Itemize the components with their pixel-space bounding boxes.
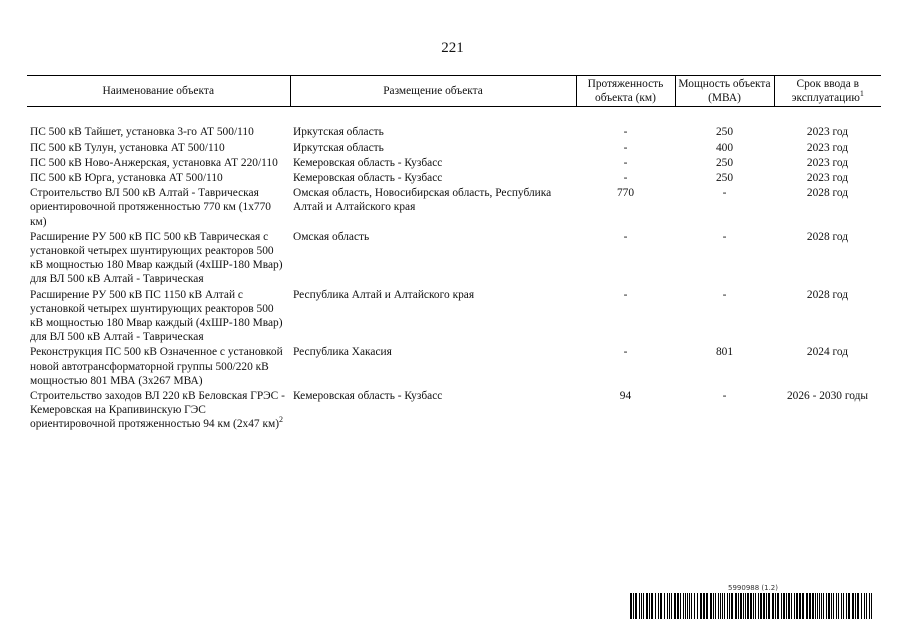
barcode-bar xyxy=(729,593,730,619)
barcode-bar xyxy=(833,593,834,619)
barcode-bar xyxy=(788,593,790,619)
barcode-bar xyxy=(667,593,668,619)
table-row xyxy=(27,230,881,288)
barcode-bar xyxy=(740,593,742,619)
cell-placement xyxy=(290,156,576,171)
barcode-bar xyxy=(671,593,672,619)
barcode-bar xyxy=(846,593,847,619)
cell-power xyxy=(675,345,774,389)
barcode-bar xyxy=(806,593,808,619)
barcode-bar xyxy=(674,593,676,619)
cell-placement xyxy=(290,171,576,186)
cell-length xyxy=(576,171,675,186)
cell-term-text: 2023 год xyxy=(806,172,849,185)
cell-placement-text: Омская область xyxy=(293,230,370,243)
barcode-bar xyxy=(722,593,723,619)
barcode-bar xyxy=(639,593,640,619)
barcode-bar xyxy=(791,593,792,619)
barcode-bar xyxy=(718,593,719,619)
barcode-bar xyxy=(864,593,865,619)
barcode-bar xyxy=(815,593,816,619)
barcode-bar xyxy=(866,593,867,619)
barcode-bar xyxy=(689,593,690,619)
barcode-bar xyxy=(694,593,695,619)
barcode-bar xyxy=(823,593,824,619)
barcode-bar xyxy=(743,593,744,619)
barcode-bar xyxy=(855,593,856,619)
objects-table xyxy=(27,75,881,433)
cell-power xyxy=(675,288,774,346)
cell-term xyxy=(774,141,881,156)
cell-length-text: - xyxy=(623,230,628,243)
cell-name-footnote: 2 xyxy=(279,415,283,425)
cell-name-text: ПС 500 кВ Тулун, установка АТ 500/110 xyxy=(30,141,225,154)
barcode-bar xyxy=(710,593,712,619)
barcode-bar xyxy=(838,593,839,619)
cell-placement-text: Иркутская область xyxy=(293,141,384,154)
cell-power-text: 250 xyxy=(715,156,734,169)
cell-power xyxy=(675,156,774,171)
cell-length-text: 770 xyxy=(616,187,635,200)
cell-placement-text: Иркутская область xyxy=(293,126,384,139)
cell-length-text: - xyxy=(623,141,628,154)
cell-length-text: - xyxy=(623,156,628,169)
cell-placement xyxy=(290,141,576,156)
cell-term xyxy=(774,288,881,346)
cell-term-text: 2028 год xyxy=(806,230,849,243)
barcode-bar xyxy=(802,593,804,619)
cell-term-text: 2023 год xyxy=(806,156,849,169)
barcode-bar xyxy=(715,593,716,619)
barcode-bar xyxy=(826,593,827,619)
barcode-bar xyxy=(649,593,650,619)
table-row xyxy=(27,345,881,389)
cell-power-text: - xyxy=(722,230,727,243)
cell-name xyxy=(27,186,290,230)
barcode-bar xyxy=(828,593,830,619)
cell-term xyxy=(774,171,881,186)
cell-term xyxy=(774,156,881,171)
cell-name-text: ПС 500 кВ Ново-Анжерская, установка АТ 220/110 xyxy=(30,156,278,169)
cell-name-text: ПС 500 кВ Юрга, установка АТ 500/110 xyxy=(30,172,223,185)
barcode-bar xyxy=(720,593,721,619)
cell-length xyxy=(576,345,675,389)
barcode-bar xyxy=(753,593,754,619)
barcode-bar xyxy=(651,593,653,619)
cell-name-text: ПС 500 кВ Тайшет, установка 3-го АТ 500/110 xyxy=(30,126,254,139)
barcode-bar xyxy=(772,593,774,619)
cell-power-text: - xyxy=(722,187,727,200)
header-power: Мощность объекта (МВА) xyxy=(675,76,774,107)
barcode-bar xyxy=(760,593,762,619)
barcode-bar xyxy=(777,593,779,619)
barcode-bar xyxy=(796,593,798,619)
barcode-bar xyxy=(775,593,776,619)
cell-name-text: Реконструкция ПС 500 кВ Означенное с установкой новой автотрансформаторной группы 500/220 кВ мощностью 801 МВА (3х267 МВА) xyxy=(30,346,283,387)
barcode-bar xyxy=(819,593,820,619)
cell-power-text: 250 xyxy=(715,172,734,185)
cell-placement xyxy=(290,389,576,433)
table-row xyxy=(27,171,881,186)
barcode-bar xyxy=(758,593,759,619)
page-number: 221 xyxy=(441,40,464,56)
cell-placement xyxy=(290,345,576,389)
barcode-bar xyxy=(635,593,637,619)
barcode-bar xyxy=(755,593,756,619)
barcode-bar xyxy=(735,593,737,619)
barcode-bar xyxy=(799,593,801,619)
cell-term xyxy=(774,230,881,288)
cell-length-text: - xyxy=(623,172,628,185)
header-term-label: Срок ввода в эксплуатацию xyxy=(791,78,860,105)
table-row xyxy=(27,141,881,156)
cell-term-text: 2028 год xyxy=(806,187,849,200)
cell-name-text: Расширение РУ 500 кВ ПС 500 кВ Таврическая с установкой четырех шунтирующих реакторов 500 кВ мощностью 180 Мвар каждый (4хШР-180 Мвар) для ВЛ 500 кВ Алтай - Таврическая xyxy=(30,230,283,286)
cell-power-text: 400 xyxy=(715,141,734,154)
cell-placement xyxy=(290,186,576,230)
cell-term-text: 2023 год xyxy=(806,141,849,154)
cell-placement-text: Кемеровская область - Кузбасс xyxy=(293,390,443,403)
table-row xyxy=(27,186,881,230)
barcode-bar xyxy=(831,593,832,619)
cell-length-text: - xyxy=(623,346,628,359)
barcode-bar xyxy=(768,593,770,619)
header-length: Протяженность объекта (км) xyxy=(576,76,675,107)
barcode-bar xyxy=(641,593,642,619)
cell-term-text: 2023 год xyxy=(806,126,849,139)
cell-placement xyxy=(290,288,576,346)
cell-power-text: - xyxy=(722,288,727,301)
barcode-bar xyxy=(841,593,842,619)
barcode-bar xyxy=(738,593,739,619)
barcode-bar xyxy=(655,593,656,619)
cell-term-text: 2026 - 2030 годы xyxy=(786,390,869,403)
table-header-row xyxy=(27,76,881,107)
barcode-bar xyxy=(812,593,814,619)
cell-term xyxy=(774,186,881,230)
cell-power-text: 801 xyxy=(715,346,734,359)
cell-term-text: 2024 год xyxy=(806,346,849,359)
barcode-bar xyxy=(763,593,765,619)
barcode-bar xyxy=(836,593,837,619)
cell-name xyxy=(27,156,290,171)
barcode-bar xyxy=(852,593,854,619)
barcode-bar xyxy=(731,593,733,619)
cell-power xyxy=(675,141,774,156)
header-name: Наименование объекта xyxy=(27,76,290,107)
cell-name-text: Строительство заходов ВЛ 220 кВ Беловская ГРЭС - Кемеровская на Крапивинскую ГЭС ориентировочной протяженностью 94 км (2х47 км) xyxy=(30,390,285,431)
cell-power xyxy=(675,186,774,230)
cell-placement xyxy=(290,125,576,140)
cell-name xyxy=(27,141,290,156)
barcode-bar xyxy=(713,593,714,619)
cell-name xyxy=(27,171,290,186)
barcode-bar xyxy=(660,593,662,619)
barcode-bar xyxy=(724,593,725,619)
cell-name xyxy=(27,288,290,346)
barcode-bar xyxy=(745,593,746,619)
cell-placement-text: Республика Хакасия xyxy=(293,346,392,359)
cell-placement-text: Кемеровская область - Кузбасс xyxy=(293,156,443,169)
cell-name-text: Расширение РУ 500 кВ ПС 1150 кВ Алтай с установкой четырех шунтирующих реакторов 500 кВ мощностью 180 Мвар каждый (4хШР-180 Мвар) для ВЛ 500 кВ Алтай - Таврическая xyxy=(30,288,283,344)
barcode-bar xyxy=(781,593,782,619)
barcode-bar xyxy=(794,593,795,619)
barcode-bar xyxy=(630,593,632,619)
cell-name xyxy=(27,125,290,140)
cell-length xyxy=(576,125,675,140)
barcode-bar xyxy=(843,593,844,619)
header-term xyxy=(774,76,881,107)
cell-length xyxy=(576,389,675,433)
barcode-bar xyxy=(821,593,822,619)
barcode-number: 5990988 (1.2) xyxy=(728,584,778,592)
barcode-bar xyxy=(643,593,644,619)
cell-power xyxy=(675,171,774,186)
cell-power xyxy=(675,125,774,140)
barcode-bar xyxy=(687,593,688,619)
cell-term xyxy=(774,345,881,389)
cell-term xyxy=(774,389,881,433)
cell-placement-text: Республика Алтай и Алтайского края xyxy=(293,288,475,301)
barcode-bar xyxy=(809,593,811,619)
cell-length xyxy=(576,186,675,230)
barcode-bar xyxy=(783,593,785,619)
cell-placement-text: Кемеровская область - Кузбасс xyxy=(293,172,443,185)
barcode-bar xyxy=(680,593,681,619)
header-placement: Размещение объекта xyxy=(290,76,576,107)
barcode-bar xyxy=(697,593,698,619)
barcode-bar xyxy=(869,593,870,619)
cell-length-text: 94 xyxy=(619,390,632,403)
cell-placement-text: Омская область, Новосибирская область, Республика Алтай и Алтайского края xyxy=(293,187,552,214)
barcode-bar xyxy=(727,593,728,619)
cell-length xyxy=(576,288,675,346)
barcode-bar xyxy=(766,593,767,619)
cell-power xyxy=(675,230,774,288)
header-spacer xyxy=(27,107,881,126)
cell-length-text: - xyxy=(623,288,628,301)
cell-power-text: 250 xyxy=(715,126,734,139)
barcode-bar xyxy=(747,593,749,619)
cell-term-text: 2028 год xyxy=(806,288,849,301)
barcode-bar xyxy=(685,593,686,619)
cell-name xyxy=(27,389,290,433)
cell-name xyxy=(27,345,290,389)
cell-name-text: Строительство ВЛ 500 кВ Алтай - Таврическая ориентировочной протяженностью 770 км (1х770 км) xyxy=(30,187,271,228)
cell-length xyxy=(576,230,675,288)
barcode-bar xyxy=(871,593,872,619)
barcode-bar xyxy=(669,593,670,619)
barcode-bar xyxy=(691,593,692,619)
barcode-bar xyxy=(703,593,705,619)
cell-term xyxy=(774,125,881,140)
barcode-bar xyxy=(664,593,665,619)
cell-power xyxy=(675,389,774,433)
barcode-bar xyxy=(786,593,787,619)
barcode-bar xyxy=(633,593,634,619)
cell-placement xyxy=(290,230,576,288)
barcode-bar xyxy=(848,593,850,619)
barcode-bar xyxy=(857,593,859,619)
barcode-block xyxy=(630,584,876,619)
table-row xyxy=(27,125,881,140)
barcode-bar xyxy=(658,593,659,619)
cell-length xyxy=(576,156,675,171)
table-row xyxy=(27,288,881,346)
barcode-image xyxy=(630,593,876,619)
barcode-bar xyxy=(683,593,684,619)
barcode-bar xyxy=(646,593,648,619)
table-row xyxy=(27,156,881,171)
table-row xyxy=(27,389,881,433)
cell-name xyxy=(27,230,290,288)
barcode-bar xyxy=(861,593,862,619)
barcode-bar xyxy=(706,593,708,619)
header-term-footnote: 1 xyxy=(859,89,864,99)
cell-length xyxy=(576,141,675,156)
barcode-bar xyxy=(750,593,752,619)
barcode-bar xyxy=(700,593,702,619)
barcode-bar xyxy=(817,593,818,619)
cell-power-text: - xyxy=(722,390,727,403)
barcode-bar xyxy=(677,593,679,619)
cell-length-text: - xyxy=(623,126,628,139)
